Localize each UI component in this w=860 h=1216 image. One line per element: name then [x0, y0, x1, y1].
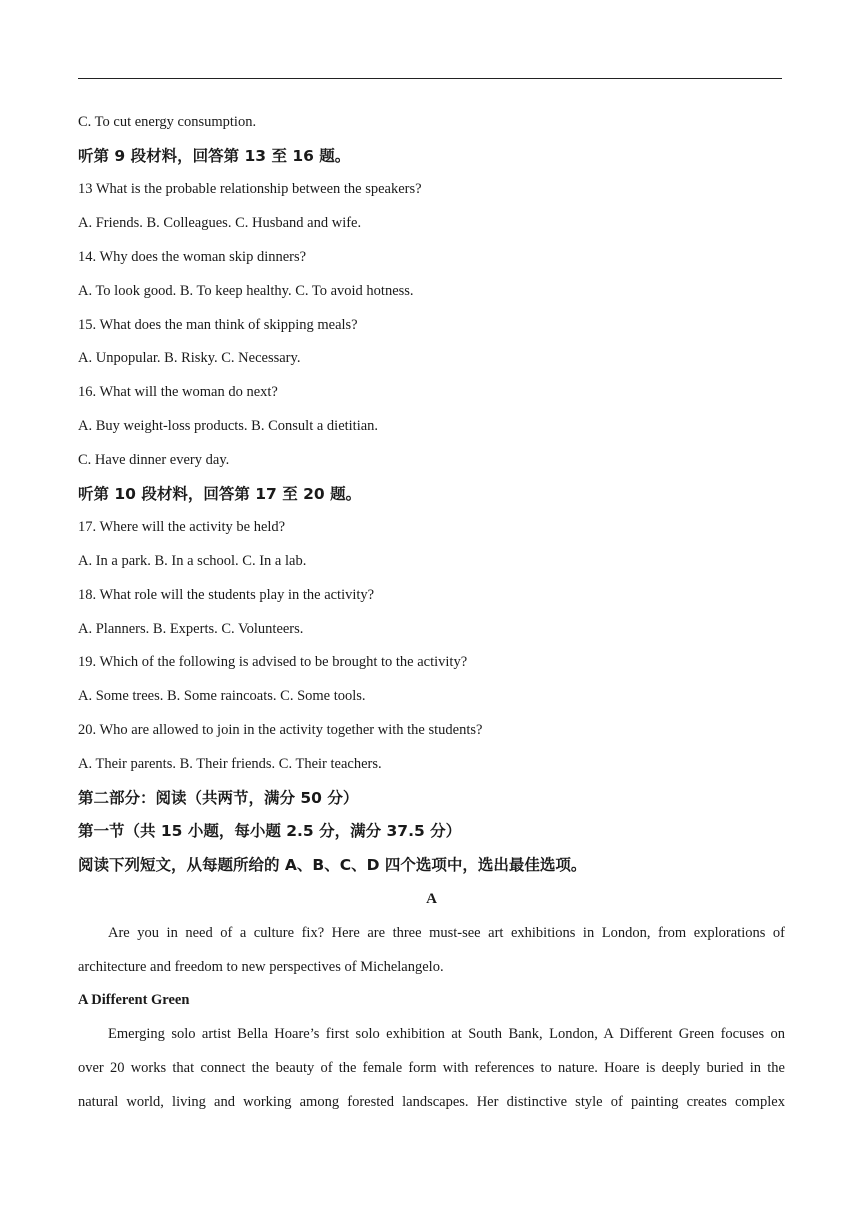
question-line: 20. Who are allowed to join in the activity together with the students? [78, 722, 483, 738]
part-heading: 第二部分：阅读（共两节，满分 50 分） [78, 789, 359, 807]
option-line: C. To cut energy consumption. [78, 114, 257, 130]
option-line: A. Planners. B. Experts. C. Volunteers. [78, 621, 304, 637]
question-line: 13 What is the probable relationship between the speakers? [78, 181, 422, 197]
option-line: A. Friends. B. Colleagues. C. Husband and wife. [78, 215, 362, 231]
option-line: A. Some trees. B. Some raincoats. C. Some tools. [78, 688, 366, 704]
passage-text: natural world, living and working among forested landscapes. Her distinctive style of painting creates complex [78, 1094, 785, 1110]
option-line: A. Their parents. B. Their friends. C. Their teachers. [78, 756, 382, 772]
option-line: A. To look good. B. To keep healthy. C. To avoid hotness. [78, 283, 414, 299]
passage-text: Are you in need of a culture fix? Here are three must-see art exhibitions in London, from explorations of [108, 925, 785, 941]
passage-label: A [426, 891, 437, 907]
question-line: 15. What does the man think of skipping meals? [78, 317, 358, 333]
question-line: 17. Where will the activity be held? [78, 519, 286, 535]
question-line: 18. What role will the students play in the activity? [78, 587, 375, 603]
question-line: 14. Why does the woman skip dinners? [78, 249, 307, 265]
exhibition-title: A Different Green [78, 992, 190, 1008]
section-instruction: 听第 9 段材料，回答第 13 至 16 题。 [78, 147, 351, 165]
passage-text: over 20 works that connect the beauty of the female form with references to nature. Hoare is deeply buried in the [78, 1060, 785, 1076]
passage-text: Emerging solo artist Bella Hoare’s first solo exhibition at South Bank, London, A Different Green focuses on [108, 1026, 785, 1042]
header-rule [78, 78, 782, 79]
passage-text: architecture and freedom to new perspectives of Michelangelo. [78, 959, 444, 975]
reading-instruction: 阅读下列短文，从每题所给的 A、B、C、D 四个选项中，选出最佳选项。 [78, 856, 587, 874]
option-line: A. Unpopular. B. Risky. C. Necessary. [78, 350, 301, 366]
option-line: C. Have dinner every day. [78, 452, 230, 468]
question-line: 19. Which of the following is advised to be brought to the activity? [78, 654, 468, 670]
question-line: 16. What will the woman do next? [78, 384, 278, 400]
section-heading: 第一节（共 15 小题，每小题 2.5 分，满分 37.5 分） [78, 822, 462, 840]
option-line: A. Buy weight-loss products. B. Consult a dietitian. [78, 418, 379, 434]
section-instruction: 听第 10 段材料，回答第 17 至 20 题。 [78, 485, 362, 503]
option-line: A. In a park. B. In a school. C. In a lab. [78, 553, 307, 569]
